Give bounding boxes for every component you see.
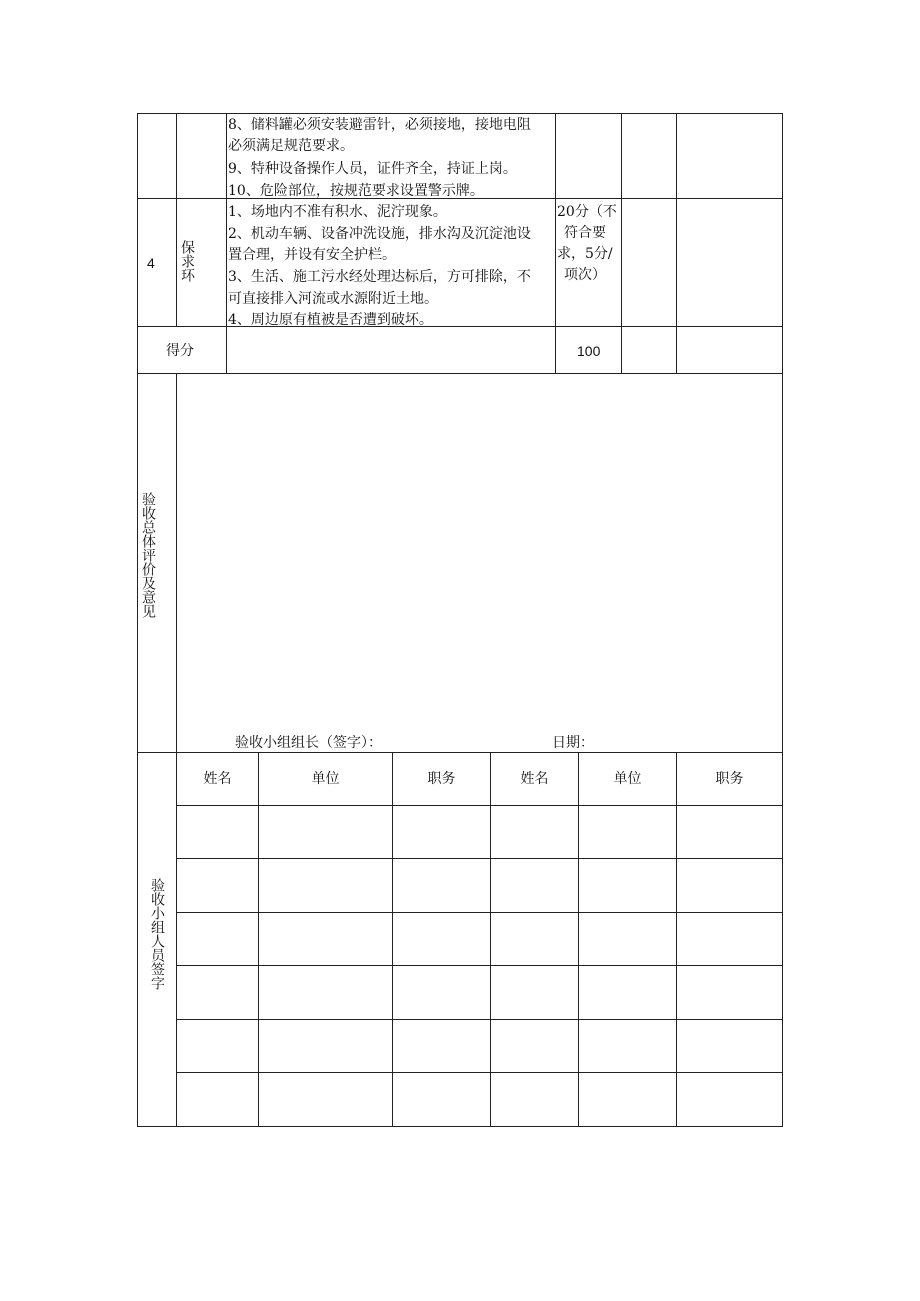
row4-item-2-line1: 2、机动车辆、设备冲洗设施，排水沟及沉淀池设: [228, 226, 531, 242]
row4-item-1: 1、场地内不准有积水、泥泞现象。: [228, 204, 447, 220]
rule-col-deduct: [621, 113, 622, 374]
header-name-2: 姓名: [520, 771, 549, 787]
header-title-2: 职务: [715, 771, 744, 787]
header-unit-1: 单位: [311, 771, 340, 787]
rule-col-category: [176, 113, 177, 327]
rule-bottom: [137, 1126, 783, 1127]
rule-m-col5: [676, 752, 677, 1127]
row4-item-3-line1: 3、生活、施工污水经处理达标后，方可排除，不: [228, 269, 531, 285]
rule-left: [137, 113, 138, 1127]
row4-item-2-line2: 置合理，并设有安全护栏。: [228, 247, 396, 263]
item-9: 9、特种设备操作人员，证件齐全，持证上岗。: [228, 161, 517, 177]
rule-right: [782, 113, 783, 1127]
date-label: 日期：: [552, 735, 594, 751]
row4-score-rule-2: 符合要: [564, 225, 606, 241]
rule-members-label: [176, 752, 177, 1127]
rule-col-score: [555, 113, 556, 374]
rule-eval-label: [176, 373, 177, 753]
header-title-1: 职务: [427, 771, 456, 787]
header-name-1: 姓名: [203, 771, 232, 787]
rule-members-row5: [177, 1019, 783, 1020]
total-score-label: 得分: [166, 343, 194, 359]
rule-col-content: [226, 113, 227, 374]
row4-category: 保求环: [179, 240, 195, 282]
rule-members-row4: [177, 965, 783, 966]
item-10: 10、危险部位，按规范要求设置警示牌。: [228, 183, 484, 199]
row4-score-rule-4: 项次）: [564, 267, 606, 283]
row4-number: 4: [147, 255, 155, 271]
rule-members-row1: [177, 805, 783, 806]
row4-item-4: 4、周边原有植被是否遭到破坏。: [228, 312, 433, 328]
rule-m-col2: [392, 752, 393, 1127]
header-unit-2: 单位: [613, 771, 642, 787]
rule-members-row2: [177, 858, 783, 859]
item-8-line2: 必须满足规范要求。: [228, 138, 354, 154]
rule-m-col3: [490, 752, 491, 1127]
members-label: 验收小组人员签字: [149, 878, 165, 990]
rule-members-row6: [177, 1072, 783, 1073]
row4-item-3-line2: 可直接排入河流或水源附近土地。: [228, 291, 438, 307]
rule-eval-top: [137, 373, 783, 374]
row4-score-rule-1: 20分（不: [557, 204, 617, 220]
rule-members-row3: [177, 912, 783, 913]
rule-m-col1: [258, 752, 259, 1127]
rule-members-top: [137, 752, 783, 753]
rule-m-col4: [578, 752, 579, 1127]
item-8-line1: 8、储料罐必须安装避雷针，必须接地，接地电阻: [228, 117, 531, 133]
leader-signature-label: 验收小组组长（签字）：: [235, 735, 382, 751]
rule-col-remark: [676, 113, 677, 374]
total-score-value: 100: [577, 343, 601, 359]
row4-score-rule-3: 求，5分/: [557, 246, 613, 262]
evaluation-label: 验收总体评价及意见: [140, 492, 156, 618]
rule-top: [137, 113, 783, 114]
